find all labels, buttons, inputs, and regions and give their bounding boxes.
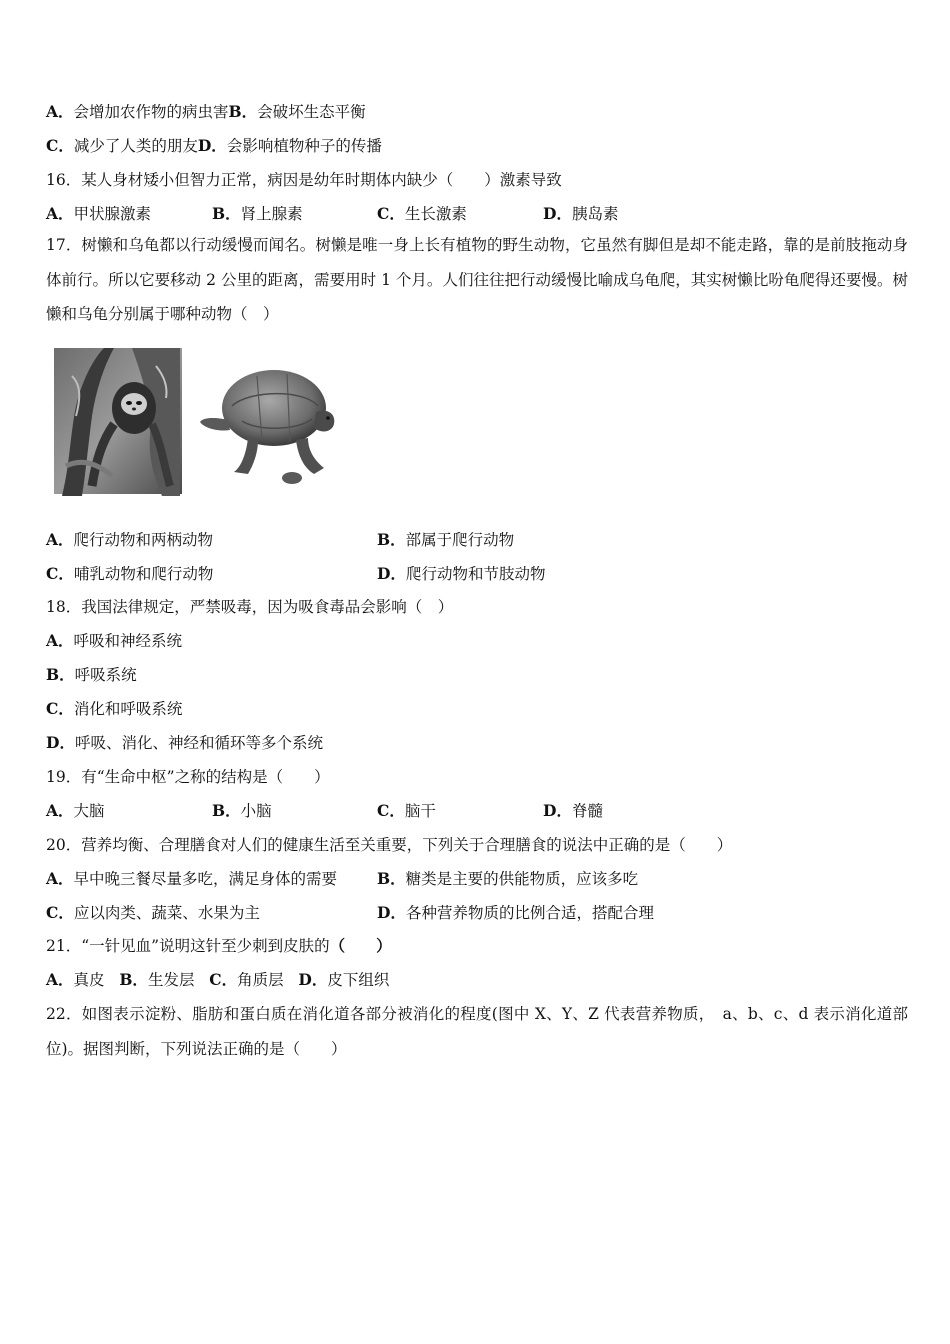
q20-option-a-text: 早中晚三餐尽量多吃，满足身体的需要 (73, 870, 338, 888)
q20-option-d-text: 各种营养物质的比例合适，搭配合理 (405, 904, 654, 922)
q15-option-d-label: D． (197, 136, 227, 155)
q19-option-a (46, 801, 105, 821)
q16-option-b (212, 204, 303, 224)
q21-stem-paren: （ ） (329, 936, 392, 955)
turtle-photo (192, 348, 340, 494)
q16-option-c-label: C． (377, 204, 405, 223)
q15-option-b-label: B． (228, 102, 258, 121)
q19-option-a-text: 大脑 (73, 802, 105, 820)
q20-option-b-label: B． (377, 869, 406, 888)
q17-option-c-label: C． (46, 564, 74, 583)
sloth-photo (54, 348, 182, 496)
q16-option-b-text: 肾上腺素 (240, 205, 303, 223)
q19-option-c (377, 801, 436, 821)
q20-option-b-text: 糖类是主要的供能物质，应该多吃 (405, 870, 639, 888)
q21-option-d-label: D． (298, 970, 328, 989)
q20-option-d (377, 903, 654, 923)
q22-stem: 22．如图表示淀粉、脂肪和蛋白质在消化道各部分被消化的程度(图中 X、Y、Z 代表营养物质， a、b、c、d 表示消化道部位)。据图判断，下列说法正确的是（ ） (46, 1005, 908, 1058)
q20-option-a-label: A． (46, 869, 74, 888)
q16-option-c (377, 204, 467, 224)
q17-option-a-text: 爬行动物和两柄动物 (73, 531, 214, 549)
q16-option-b-label: B． (212, 204, 241, 223)
q18-option-c (46, 699, 182, 719)
q21-option-b-label: B． (119, 970, 148, 989)
q18-option-d-text: 呼吸、消化、神经和循环等多个系统 (74, 734, 323, 752)
q19-option-b (212, 801, 272, 821)
q21-stem-text: 21．“一针见血”说明这针至少刺到皮肤的 (46, 937, 330, 955)
q15-options-row-1 (46, 102, 366, 122)
q21-option-a-label: A． (46, 970, 74, 989)
q19-option-c-text: 脑干 (404, 802, 436, 820)
q19-option-d-label: D． (543, 801, 572, 820)
q17-stem: 17．树懒和乌龟都以行动缓慢而闻名。树懒是唯一身上长有植物的野生动物，它虽然有脚但是却不能走路，靠的是前肢拖动身体前行。所以它要移动 2 公里的距离，需要用时 1 个月。人们往往把行动缓慢比喻成乌龟爬，其实树懒比吩龟爬得还要慢。树懒和乌龟分别属于哪种动物（ ） (46, 236, 908, 323)
q17-figure (52, 346, 342, 498)
q17-option-a (46, 530, 213, 550)
q18-option-b-text: 呼吸系统 (74, 666, 137, 684)
q17-option-c-text: 哺乳动物和爬行动物 (73, 565, 214, 583)
q18-option-d-label: D． (46, 733, 75, 752)
q20-stem: 20．营养均衡、合理膳食对人们的健康生活至关重要，下列关于合理膳食的说法中正确的是（ ） (46, 836, 733, 854)
q19-option-d (543, 801, 603, 821)
q15-option-a-label: A． (46, 102, 74, 121)
q17-option-d-text: 爬行动物和节肢动物 (405, 565, 546, 583)
q15-option-c-text: 减少了人类的朋友 (73, 137, 198, 155)
q16-option-a-label: A． (46, 204, 74, 223)
q17-option-b (377, 530, 514, 550)
q21-option-c-text: 角质层 (237, 971, 284, 989)
q16-option-c-text: 生长激素 (404, 205, 467, 223)
q21-option-c-label: C． (209, 970, 238, 989)
q19-option-c-label: C． (377, 801, 405, 820)
q18-option-a (46, 631, 182, 651)
q21-options (46, 970, 389, 990)
q20-option-b (377, 869, 638, 889)
q19-option-d-text: 脊髓 (571, 802, 603, 820)
q17-option-b-text: 部属于爬行动物 (405, 531, 515, 549)
q19-stem: 19．有“生命中枢”之称的结构是（ ） (46, 768, 330, 786)
q18-stem: 18．我国法律规定，严禁吸毒，因为吸食毒品会影响（ ） (46, 598, 454, 616)
q19-option-b-text: 小脑 (240, 802, 272, 820)
q20-option-c-label: C． (46, 903, 74, 922)
q20-option-d-label: D． (377, 903, 406, 922)
q18-option-c-label: C． (46, 699, 74, 718)
q17-option-c (46, 564, 213, 584)
q16-option-d (543, 204, 618, 224)
q21-option-d-text: 皮下组织 (327, 971, 390, 989)
q21-option-a-text: 真皮 (73, 971, 105, 989)
q15-option-a-text: 会增加农作物的病虫害 (73, 103, 229, 121)
q18-option-b (46, 665, 137, 685)
q16-stem: 16．某人身材矮小但智力正常，病因是幼年时期体内缺少（ ）激素导致 (46, 171, 562, 189)
q21-stem (46, 936, 392, 956)
q15-option-b-text: 会破坏生态平衡 (257, 103, 366, 121)
q17-option-d (377, 564, 545, 584)
q17-option-d-label: D． (377, 564, 406, 583)
q19-option-b-label: B． (212, 801, 241, 820)
q16-option-a-text: 甲状腺激素 (73, 205, 152, 223)
q16-option-d-label: D． (543, 204, 572, 223)
q19-option-a-label: A． (46, 801, 74, 820)
q18-option-c-text: 消化和呼吸系统 (73, 700, 183, 718)
q16-option-a (46, 204, 151, 224)
q16-option-d-text: 胰岛素 (571, 205, 619, 223)
q20-option-a (46, 869, 337, 889)
q18-option-b-label: B． (46, 665, 75, 684)
q20-option-c (46, 903, 260, 923)
q15-option-d-text: 会影响植物种子的传播 (226, 137, 382, 155)
q17-option-a-label: A． (46, 530, 74, 549)
q18-option-a-label: A． (46, 631, 74, 650)
q20-option-c-text: 应以肉类、蔬菜、水果为主 (73, 904, 260, 922)
q21-option-b-text: 生发层 (147, 971, 195, 989)
q18-option-a-text: 呼吸和神经系统 (73, 632, 183, 650)
q15-option-c-label: C． (46, 136, 74, 155)
q15-options-row-2 (46, 136, 382, 156)
q18-option-d (46, 733, 323, 753)
q17-option-b-label: B． (377, 530, 406, 549)
